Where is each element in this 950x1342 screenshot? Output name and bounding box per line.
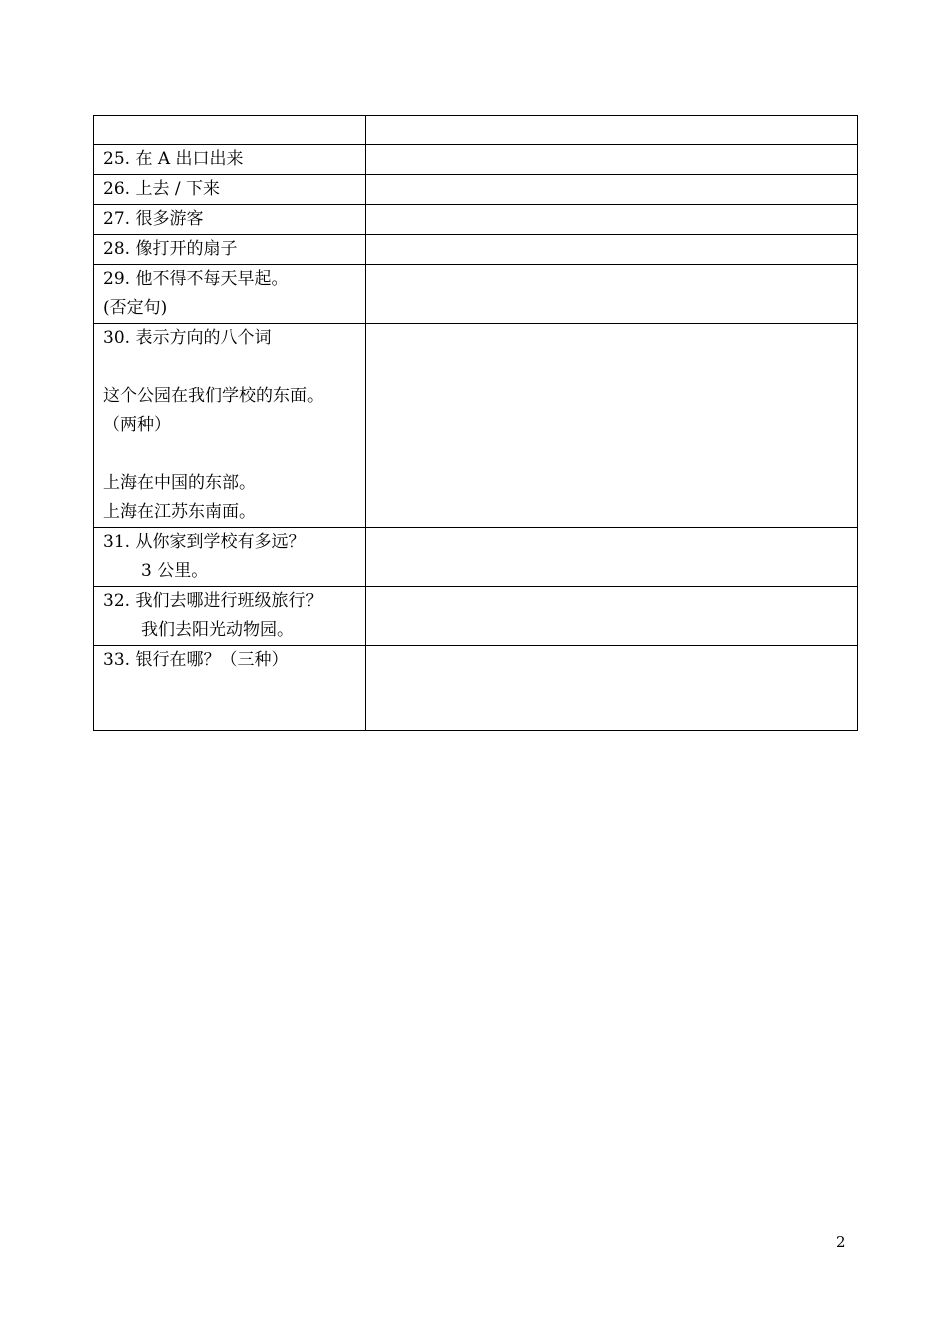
- prompt-cell: [94, 265, 366, 324]
- worksheet-table: [93, 115, 858, 731]
- prompt-answer: 我们去阳光动物园。: [141, 620, 294, 640]
- prompt-cell: [94, 587, 366, 646]
- answer-cell[interactable]: [366, 145, 858, 175]
- prompt-cell: [94, 175, 366, 205]
- prompt-text: 33. 银行在哪？（三种）: [103, 650, 289, 670]
- prompt-text: 29. 他不得不每天早起。: [103, 269, 289, 289]
- prompt-answer: 3 公里。: [141, 561, 209, 581]
- prompt-cell: [94, 145, 366, 175]
- prompt-text: 31. 从你家到学校有多远？: [103, 532, 306, 552]
- prompt-note: （两种）: [103, 415, 171, 435]
- prompt-sentence: 上海在中国的东部。: [103, 473, 256, 493]
- answer-cell[interactable]: [366, 265, 858, 324]
- table-row: [94, 175, 858, 205]
- prompt-cell: [94, 324, 366, 528]
- table-row: [94, 265, 858, 324]
- prompt-cell: [94, 235, 366, 265]
- table-row: [94, 324, 858, 528]
- prompt-text: 30. 表示方向的八个词: [103, 328, 272, 348]
- prompt-sentence: 上海在江苏东南面。: [103, 502, 256, 522]
- prompt-text: 26. 上去 / 下来: [103, 179, 220, 199]
- prompt-text: 28. 像打开的扇子: [103, 239, 238, 259]
- answer-cell[interactable]: [366, 587, 858, 646]
- prompt-sentence: 这个公园在我们学校的东面。: [103, 386, 324, 406]
- blank-line: [103, 353, 365, 382]
- prompt-text: 27. 很多游客: [103, 209, 204, 229]
- answer-cell[interactable]: [366, 646, 858, 731]
- prompt-cell: [94, 205, 366, 235]
- prompt-note: (否定句): [103, 298, 168, 318]
- table-row: [94, 235, 858, 265]
- table-row: [94, 116, 858, 145]
- prompt-cell: [94, 528, 366, 587]
- table-row: [94, 205, 858, 235]
- prompt-cell: [94, 646, 366, 731]
- table-row: [94, 646, 858, 731]
- answer-cell[interactable]: [366, 235, 858, 265]
- prompt-cell: [94, 116, 366, 145]
- answer-cell[interactable]: [366, 205, 858, 235]
- prompt-text: 32. 我们去哪进行班级旅行？: [103, 591, 323, 611]
- table-row: [94, 587, 858, 646]
- answer-cell[interactable]: [366, 116, 858, 145]
- answer-cell[interactable]: [366, 324, 858, 528]
- answer-cell[interactable]: [366, 175, 858, 205]
- table-row: [94, 528, 858, 587]
- table-row: [94, 145, 858, 175]
- answer-cell[interactable]: [366, 528, 858, 587]
- blank-line: [103, 440, 365, 469]
- prompt-text: 25. 在 A 出口出来: [103, 149, 244, 169]
- page-number: 2: [836, 1233, 846, 1251]
